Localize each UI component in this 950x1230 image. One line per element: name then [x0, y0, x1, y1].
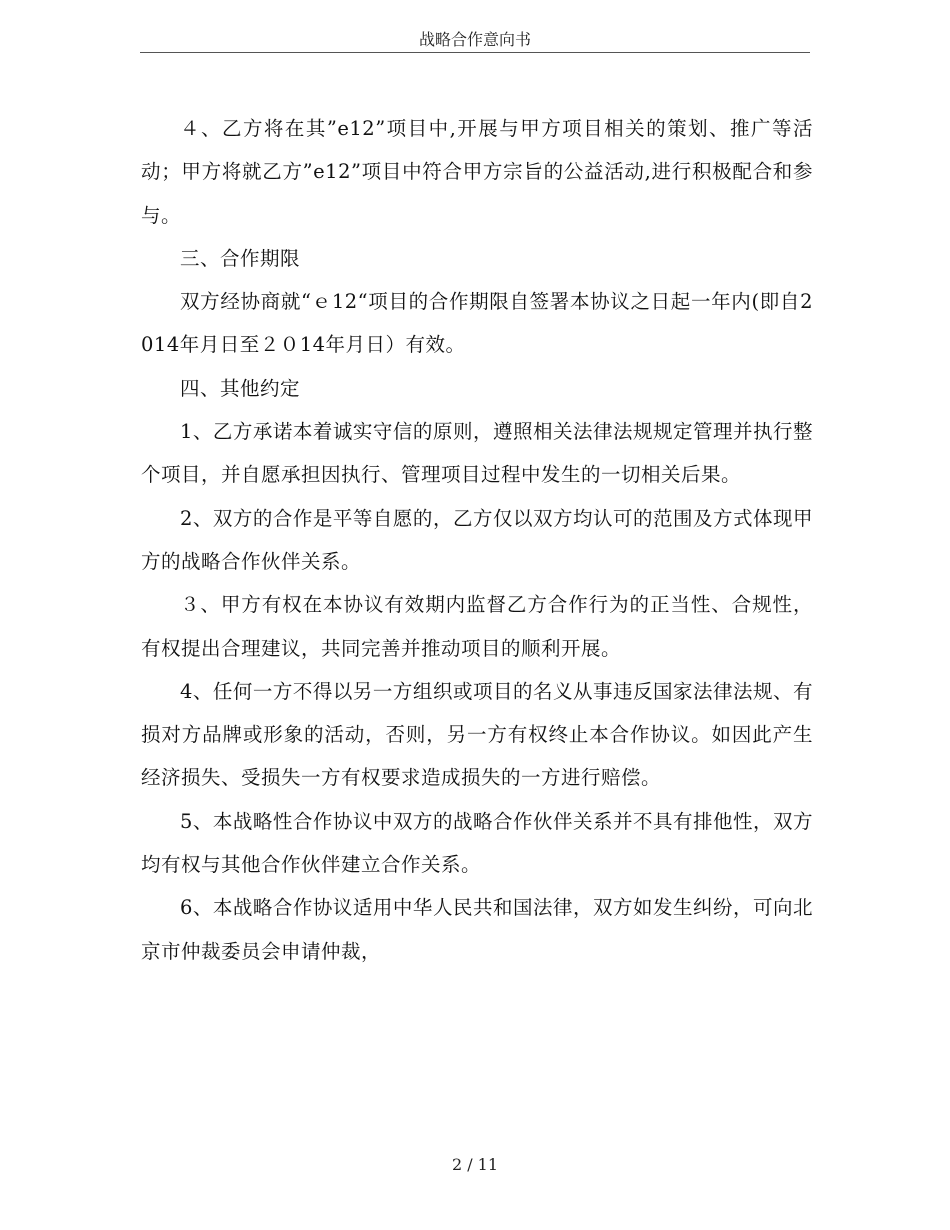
section-heading-other-agreements: 四、其他约定	[180, 376, 301, 400]
paragraph-clause-3-supervision: ３、甲方有权在本协议有效期内监督乙方合作行为的正当性、合规性，有权提出合理建议，共同完善并推动项目的顺利开展。	[141, 593, 813, 660]
paragraph-clause-4-promotion: ４、乙方将在其”e12”项目中,开展与甲方项目相关的策划、推广等活动；甲方将就乙方”e12”项目中符合甲方宗旨的公益活动,进行积极配合和参与。	[141, 117, 813, 227]
paragraph-clause-4-prohibition: 4、任何一方不得以另一方组织或项目的名义从事违反国家法律法规、有损对方品牌或形象的活动，否则，另一方有权终止本合作协议。如因此产生经济损失、受损失一方有权要求造成损失的一方进行赔偿。	[141, 679, 813, 790]
header-divider	[140, 52, 810, 53]
page-header-title: 战略合作意向书	[418, 30, 531, 49]
paragraph-cooperation-period: 双方经协商就“ｅ12“项目的合作期限自签署本协议之日起一年内(即自2014年月日至２０14年月日）有效。	[141, 290, 813, 357]
paragraph-clause-5-non-exclusive: 5、本战略性合作协议中双方的战略合作伙伴关系并不具有排他性，双方均有权与其他合作伙伴建立合作关系。	[141, 809, 813, 877]
paragraph-clause-1-integrity: 1、乙方承诺本着诚实守信的原则，遵照相关法律法规规定管理并执行整个项目，并自愿承担因执行、管理项目过程中发生的一切相关后果。	[141, 420, 813, 487]
document-body	[141, 107, 813, 973]
section-heading-cooperation-period: 三、合作期限	[180, 246, 301, 270]
paragraph-clause-2-equality: 2、双方的合作是平等自愿的，乙方仅以双方均认可的范围及方式体现甲方的战略合作伙伴关系。	[141, 506, 813, 573]
page-number: 2 / 11	[451, 1155, 499, 1174]
paragraph-clause-6-governing-law: 6、本战略合作协议适用中华人民共和国法律，双方如发生纠纷，可向北京市仲裁委员会申请仲裁，	[141, 896, 813, 963]
